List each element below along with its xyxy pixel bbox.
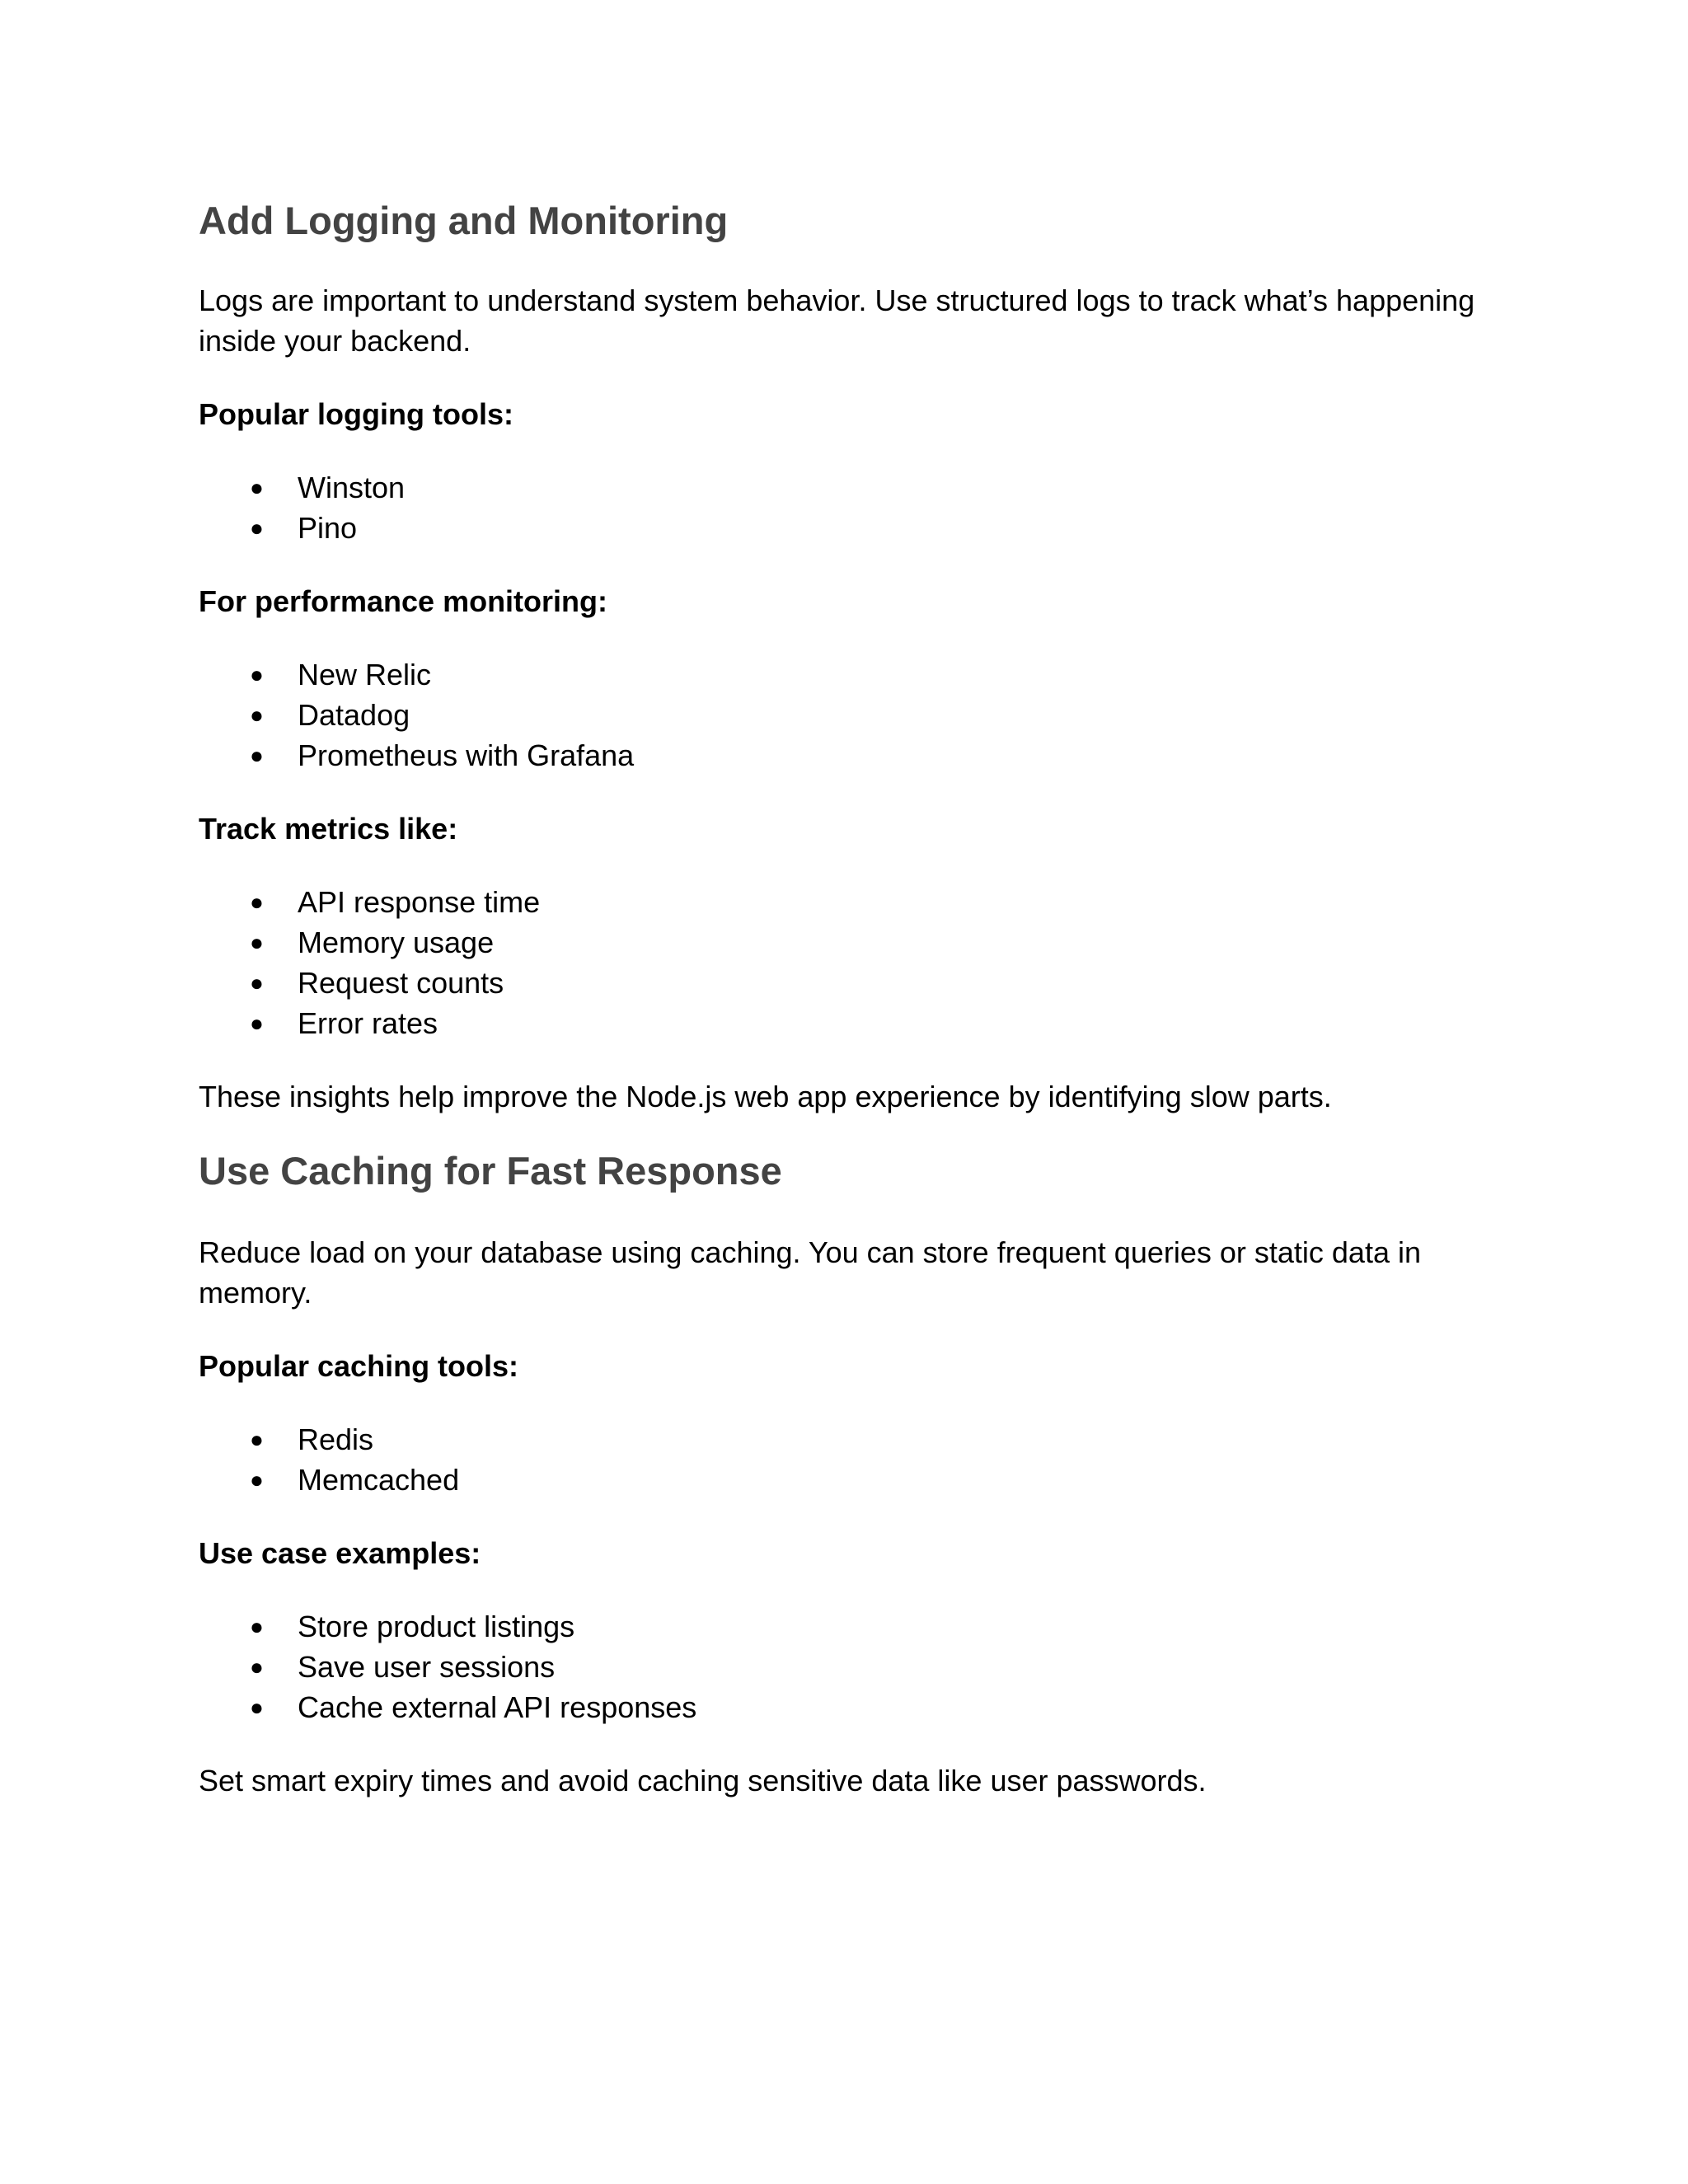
- logging-intro-paragraph: Logs are important to understand system behavior. Use structured logs to track what’s happening inside your backend.: [199, 284, 1475, 358]
- list-item: [199, 1687, 1484, 1727]
- list-item-text: Memory usage: [298, 926, 495, 959]
- list-item: [199, 508, 1484, 548]
- list-item-text: Cache external API responses: [298, 1690, 697, 1724]
- list-item: [199, 1419, 1484, 1460]
- list-item-text: Store product listings: [298, 1610, 575, 1643]
- list-item: [199, 1460, 1484, 1500]
- bullet-icon: ●: [250, 702, 264, 728]
- use-case-label: Use case examples:: [199, 1536, 481, 1570]
- logging-closing-paragraph: These insights help improve the Node.js web app experience by identifying slow parts.: [199, 1080, 1332, 1113]
- bullet-icon: ●: [250, 743, 264, 768]
- monitoring-tools-list: [199, 654, 1484, 776]
- bullet-icon: ●: [250, 515, 264, 541]
- metrics-list: [199, 882, 1484, 1043]
- monitoring-tools-label: For performance monitoring:: [199, 584, 608, 618]
- list-item: [199, 882, 1484, 922]
- list-item-text: Memcached: [298, 1463, 460, 1497]
- bullet-icon: ●: [250, 662, 264, 687]
- list-item: [199, 467, 1484, 508]
- list-item-text: Winston: [298, 471, 406, 504]
- section-heading-logging: Add Logging and Monitoring: [199, 199, 729, 242]
- logging-tools-list: [199, 467, 1484, 548]
- caching-tools-list: [199, 1419, 1484, 1500]
- caching-closing-paragraph: Set smart expiry times and avoid caching sensitive data like user passwords.: [199, 1764, 1207, 1797]
- bullet-icon: ●: [250, 1427, 264, 1452]
- metrics-label: Track metrics like:: [199, 812, 458, 846]
- caching-intro-paragraph: Reduce load on your database using caching. You can store frequent queries or static data in memory.: [199, 1235, 1421, 1310]
- list-item: [199, 654, 1484, 695]
- list-item: [199, 735, 1484, 776]
- bullet-icon: ●: [250, 1614, 264, 1639]
- list-item: [199, 1647, 1484, 1687]
- list-item-text: Request counts: [298, 966, 504, 1000]
- bullet-icon: ●: [250, 1467, 264, 1493]
- section-heading-caching: Use Caching for Fast Response: [199, 1149, 782, 1193]
- list-item-text: Prometheus with Grafana: [298, 738, 635, 772]
- bullet-icon: ●: [250, 970, 264, 996]
- bullet-icon: ●: [250, 1654, 264, 1680]
- list-item: [199, 1606, 1484, 1647]
- use-case-list: [199, 1606, 1484, 1727]
- list-item: [199, 1003, 1484, 1043]
- list-item: [199, 963, 1484, 1003]
- list-item-text: Pino: [298, 511, 358, 545]
- document-content: [199, 196, 1484, 1801]
- bullet-icon: ●: [250, 889, 264, 915]
- list-item-text: Redis: [298, 1422, 374, 1456]
- list-item-text: Save user sessions: [298, 1650, 556, 1684]
- bullet-icon: ●: [250, 1694, 264, 1720]
- list-item: [199, 695, 1484, 735]
- list-item-text: New Relic: [298, 658, 432, 691]
- bullet-icon: ●: [250, 930, 264, 955]
- list-item-text: Datadog: [298, 698, 410, 732]
- bullet-icon: ●: [250, 475, 264, 500]
- bullet-icon: ●: [250, 1010, 264, 1036]
- caching-tools-label: Popular caching tools:: [199, 1349, 519, 1383]
- list-item: [199, 922, 1484, 963]
- logging-tools-label: Popular logging tools:: [199, 397, 513, 431]
- list-item-text: Error rates: [298, 1006, 438, 1040]
- list-item-text: API response time: [298, 885, 541, 919]
